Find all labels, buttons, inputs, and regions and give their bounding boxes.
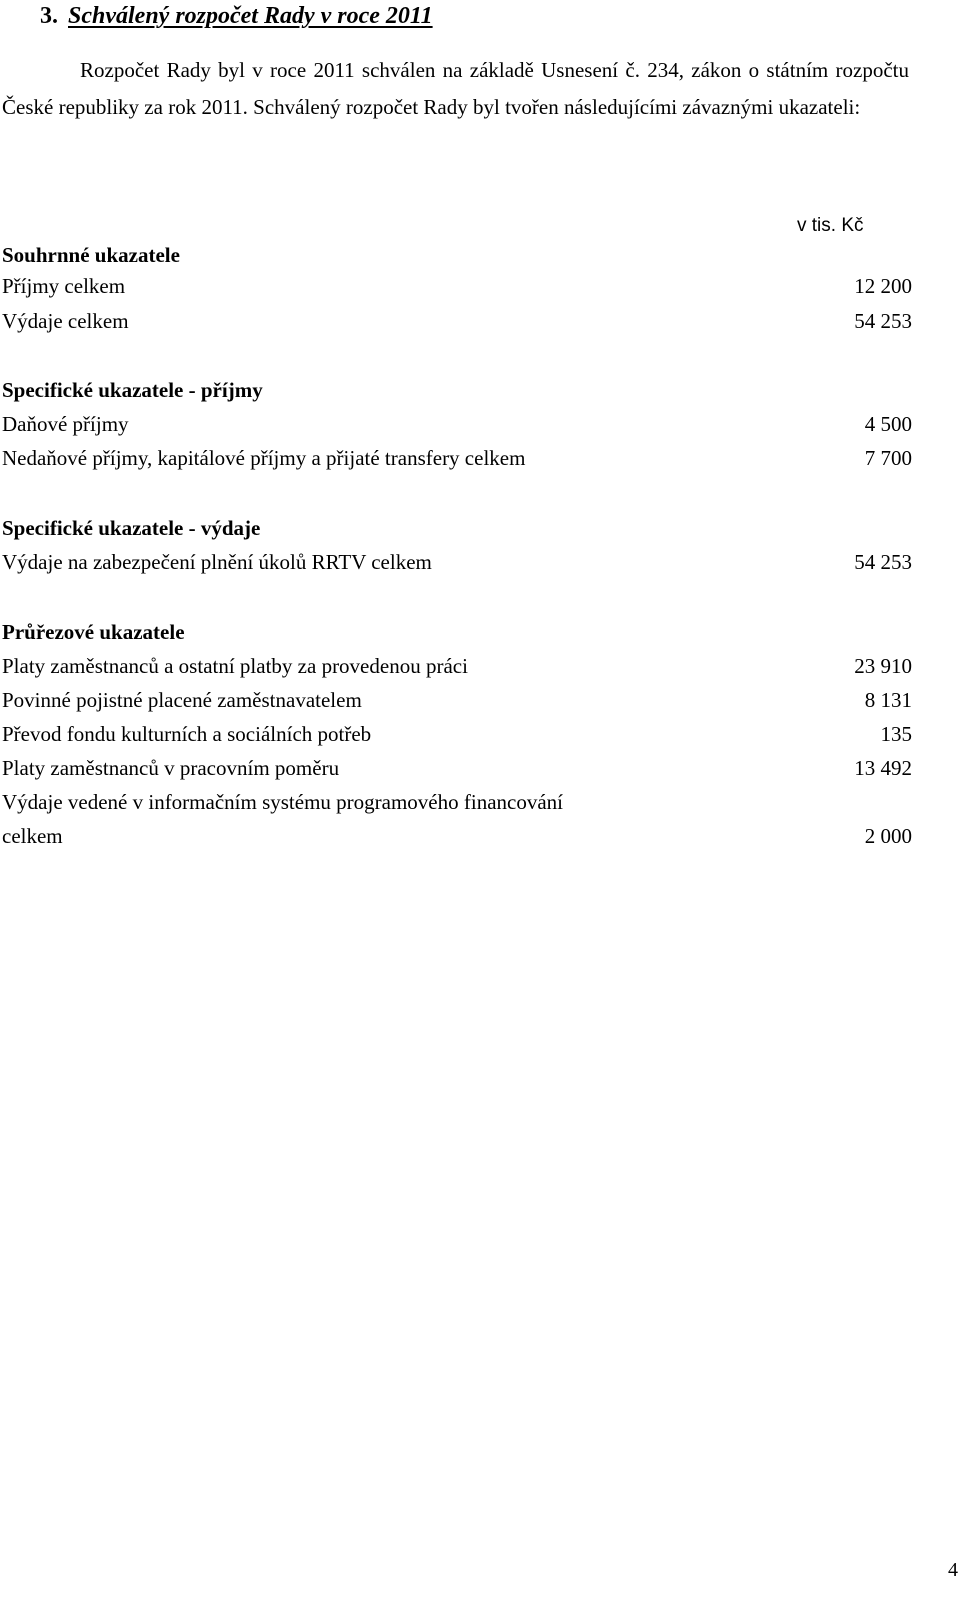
row-label: Převod fondu kulturních a sociálních potřeb — [2, 722, 372, 746]
section-title: Schválený rozpočet Rady v roce 2011 — [68, 3, 433, 29]
row-label: Nedaňové příjmy, kapitálové příjmy a přijaté transfery celkem — [2, 446, 526, 470]
row-label: Výdaje celkem — [2, 309, 129, 333]
unit-label: v tis. Kč — [797, 215, 864, 236]
row-label: Povinné pojistné placené zaměstnavatelem — [2, 688, 362, 712]
row-value: 23 910 — [854, 654, 912, 678]
row-value: 7 700 — [864, 446, 912, 470]
section-title-summary: Souhrnné ukazatele — [2, 243, 180, 267]
row-value: 135 — [880, 722, 912, 746]
row-label: Výdaje vedené v informačním systému programového financování — [2, 790, 563, 814]
row-label: celkem — [2, 824, 63, 848]
row-value: 54 253 — [854, 309, 912, 333]
row-value: 4 500 — [864, 412, 912, 436]
row-value: 54 253 — [854, 550, 912, 574]
page-number: 4 — [948, 1559, 958, 1581]
row-value: 8 131 — [864, 688, 912, 712]
section-title-crosscutting: Průřezové ukazatele — [2, 620, 185, 644]
section-number: 3. — [40, 3, 58, 29]
row-value: 2 000 — [864, 824, 912, 848]
row-label: Platy zaměstnanců v pracovním poměru — [2, 756, 340, 780]
row-label: Výdaje na zabezpečení plnění úkolů RRTV celkem — [2, 550, 432, 574]
section-heading — [40, 1, 433, 31]
row-label: Platy zaměstnanců a ostatní platby za provedenou práci — [2, 654, 468, 678]
section-title-expenditure: Specifické ukazatele - výdaje — [2, 516, 261, 540]
row-value: 12 200 — [854, 274, 912, 298]
row-label: Příjmy celkem — [2, 274, 126, 298]
row-label: Daňové příjmy — [2, 412, 129, 436]
intro-paragraph: Rozpočet Rady byl v roce 2011 schválen na základě Usnesení č. 234, zákon o státním rozpočtu České republiky za rok 2011. Schválený rozpočet Rady byl tvořen následujícími závaznými ukazateli: — [2, 58, 909, 119]
row-value: 13 492 — [854, 756, 912, 780]
section-title-revenue: Specifické ukazatele - příjmy — [2, 378, 263, 402]
